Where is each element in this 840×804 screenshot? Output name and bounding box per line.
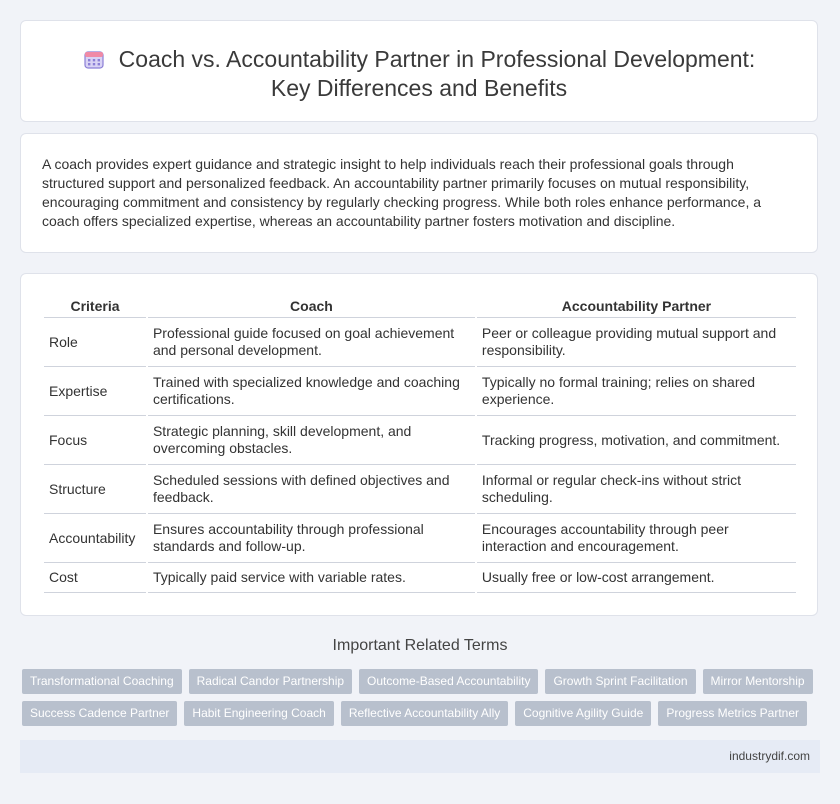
footer-site[interactable]: industrydif.com <box>729 749 810 763</box>
comparison-table <box>42 295 798 593</box>
title-line-2: Key Differences and Benefits <box>270 75 568 101</box>
intro-paragraph: A coach provides expert guidance and strategic insight to help individuals reach their professional goals through structured support and personalized feedback. An accountability partner primarily focuses on mutual responsibility, encouraging commitment and consistency by regularly checking progress. While both roles enhance performance, a coach offers specialized expertise, whereas an accountability partner fosters motivation and discipline. <box>42 156 762 229</box>
term-tag[interactable]: Habit Engineering Coach <box>184 701 333 726</box>
criteria-cell: Cost <box>44 563 146 593</box>
partner-cell: Tracking progress, motivation, and commitment. <box>477 416 796 465</box>
coach-cell: Ensures accountability through professional standards and follow-up. <box>148 514 475 563</box>
calendar-icon <box>83 48 105 70</box>
term-tag[interactable]: Radical Candor Partnership <box>189 669 352 694</box>
partner-cell: Informal or regular check-ins without strict scheduling. <box>477 465 796 514</box>
term-tag[interactable]: Cognitive Agility Guide <box>515 701 651 726</box>
header-coach: Coach <box>148 295 475 318</box>
criteria-cell: Expertise <box>44 367 146 416</box>
coach-cell: Typically paid service with variable rates. <box>148 563 475 593</box>
term-tag[interactable]: Progress Metrics Partner <box>658 701 807 726</box>
term-tag[interactable]: Outcome-Based Accountability <box>359 669 538 694</box>
coach-cell: Professional guide focused on goal achievement and personal development. <box>148 318 475 367</box>
related-terms <box>22 669 822 733</box>
term-tag[interactable]: Transformational Coaching <box>22 669 182 694</box>
criteria-cell: Focus <box>44 416 146 465</box>
related-terms-heading: Important Related Terms <box>332 637 508 654</box>
coach-cell: Scheduled sessions with defined objectives and feedback. <box>148 465 475 514</box>
criteria-cell: Structure <box>44 465 146 514</box>
title-card <box>20 20 818 122</box>
table-row <box>44 563 796 593</box>
header-criteria: Criteria <box>44 295 146 318</box>
criteria-cell: Accountability <box>44 514 146 563</box>
criteria-cell: Role <box>44 318 146 367</box>
term-tag[interactable]: Growth Sprint Facilitation <box>545 669 695 694</box>
comparison-card <box>20 273 818 616</box>
table-row <box>44 318 796 367</box>
header-accountability-partner: Accountability Partner <box>477 295 796 318</box>
term-tag[interactable]: Mirror Mentorship <box>703 669 813 694</box>
footer <box>20 740 820 773</box>
table-row <box>44 465 796 514</box>
partner-cell: Typically no formal training; relies on shared experience. <box>477 367 796 416</box>
title-line-1: Coach vs. Accountability Partner in Professional Development: <box>118 46 756 72</box>
partner-cell: Usually free or low-cost arrangement. <box>477 563 796 593</box>
coach-cell: Strategic planning, skill development, and overcoming obstacles. <box>148 416 475 465</box>
intro-card <box>20 133 818 253</box>
term-tag[interactable]: Reflective Accountability Ally <box>341 701 508 726</box>
related-terms-row <box>22 701 822 726</box>
coach-cell: Trained with specialized knowledge and coaching certifications. <box>148 367 475 416</box>
table-row <box>44 367 796 416</box>
table-header-row <box>44 295 796 318</box>
page-title <box>21 45 817 103</box>
related-terms-row <box>22 669 822 694</box>
table-row <box>44 416 796 465</box>
partner-cell: Encourages accountability through peer interaction and encouragement. <box>477 514 796 563</box>
partner-cell: Peer or colleague providing mutual support and responsibility. <box>477 318 796 367</box>
table-row <box>44 514 796 563</box>
term-tag[interactable]: Success Cadence Partner <box>22 701 177 726</box>
